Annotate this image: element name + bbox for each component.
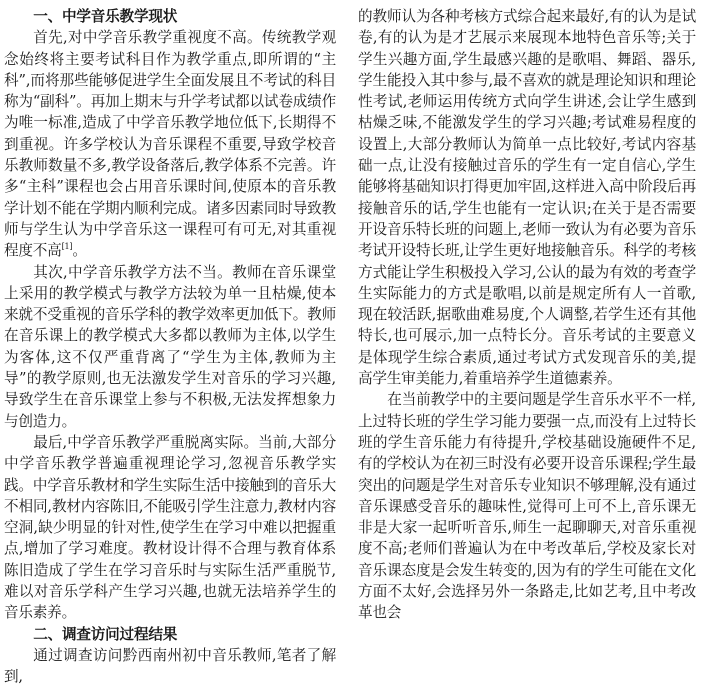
paragraph-text: 首先,对中学音乐教学重视度不高。传统教学观念始终将主要考试科目作为教学重点,即所谓的“主科”,而将那些能够促进学生全面发展且不考试的科目称为“副科”。再加上期末与升学考试都以试卷成绩作为唯一标准,造成了中学音乐教学地位低下,长期得不到重视。许多学校认为音乐课程不重要,导致学校音乐教师数量不多,教学设备落后,教学体系不完善。许多“主科”课程也会占用音乐课时间,使原本的音乐教学计划不能在学期内顺利完成。诸多因素同时导致教师与学生认为中学音乐这一课程可有可无,对其重视程度不高	[4, 29, 336, 260]
paragraph-end: 。	[72, 242, 87, 260]
paragraph-first-point	[4, 27, 336, 261]
paragraph-third-point: 最后,中学音乐教学严重脱离实际。当前,大部分中学音乐教学普遍重视理论学习,忽视音乐教学实践。中学音乐教材和学生实际生活中接触到的音乐大不相同,教材内容陈旧,不能吸引学生注意力,教材内容空洞,缺少明显的针对性,使学生在学习中难以把握重点,增加了学习难度。教材设计得不合理与教育体系陈旧造成了学生在学习音乐时与实际生活严重脱节,难以对音乐学科产生学习兴趣,也就无法培养学生的音乐素养。	[4, 433, 336, 622]
paragraph-survey-start: 通过调查访问黔西南州初中音乐教师,笔者了解到,	[4, 646, 336, 686]
citation-marker[interactable]: [1]	[61, 242, 73, 252]
paragraph-survey-continued: 的教师认为各种考核方式综合起来最好,有的认为是试卷,有的认为是才艺展示来展现本地特色音乐等;关于学生兴趣方面,学生最感兴趣的是歌唱、舞蹈、器乐,学生能投入其中参与,最不喜欢的就是理论知识和理论性考试,老师运用传统方式向学生讲述,会让学生感到枯燥乏味,不能激发学生的学习兴趣;考试难易程度的设置上,大部分教师认为简单一点比较好,考试内容基础一点,让没有接触过音乐的学生有一定自信心,学生能够将基础知识打得更加牢固,这样进入高中阶段后再接触音乐的话,学生也能有一定认识;在关于是否需要开设音乐特长班的问题上,老师一致认为有必要为音乐考试开设特长班,让学生更好地接触音乐。科学的考核方式能让学生积极投入学习,公认的最为有效的考查学生实际能力的方式是歌唱,以前是规定所有人一首歌,现在较活跃,据歌曲难易度,个人调整,若学生还有其他特长,也可展示,加一点特长分。音乐考试的主要意义是体现学生综合素质,通过考试方式发现音乐的美,提高学生审美能力,着重培养学生道德素养。	[358, 8, 696, 388]
section-heading-current-status: 一、中学音乐教学现状	[33, 8, 178, 25]
paragraph-main-problems: 在当前教学中的主要问题是学生音乐水平不一样,上过特长班的学生学习能力要强一点,而没有上过特长班的学生音乐能力有待提升,学校基础设施硬件不足,有的学校认为在初三时没有必要开设音乐课程;学生最突出的问题是学生对音乐专业知识不够理解,没有通过音乐课感受音乐的趣味性,觉得可上可不上,音乐课无非是大家一起听听音乐,师生一起聊聊天,对音乐重视度不高;老师们普遍认为在中考改革后,学校及家长对音乐课态度是会发生转变的,因为有的学生可能在文化方面不太好,会选择另外一条路走,比如艺考,且中考改革也会	[358, 391, 696, 622]
right-column	[358, 6, 696, 624]
paragraph-second-point: 其次,中学音乐教学方法不当。教师在音乐课堂上采用的教学模式与教学方法较为单一且枯燥,使本来就不受重视的音乐学科的教学效率更加低下。教师在音乐课上的教学模式大多都以教师为主体,以学生为客体,这不仅严重背离了“学生为主体,教师为主导”的教学原则,也无法激发学生对音乐的学习兴趣,导致学生在音乐课堂上参与不积极,无法发挥想象力与创造力。	[4, 263, 336, 430]
section-heading-survey-results: 二、调查访问过程结果	[33, 625, 178, 643]
left-column	[4, 6, 336, 688]
